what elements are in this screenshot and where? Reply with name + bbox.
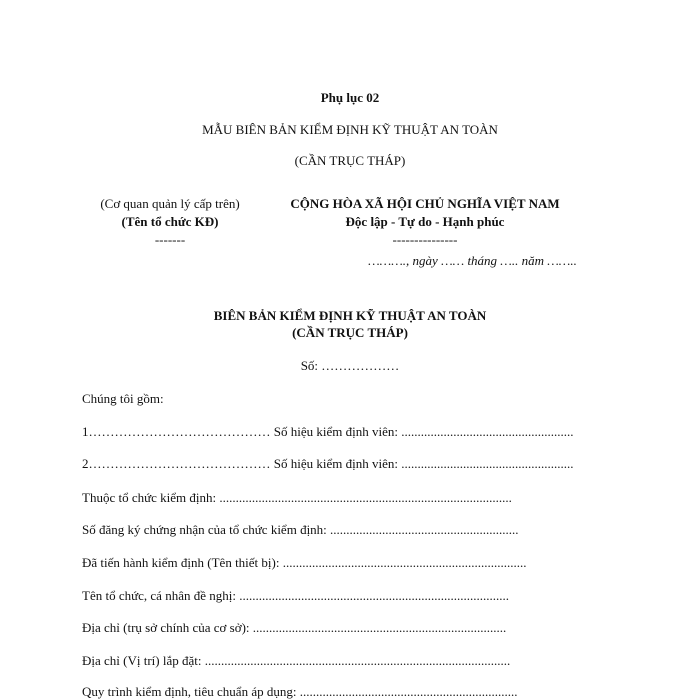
org-name: (Tên tổ chức KĐ) [121, 214, 219, 229]
appendix-label: Phụ lục 02 [320, 90, 380, 105]
form-subtitle: (CẦN TRỤC THÁP) [294, 153, 406, 168]
republic-name: CỘNG HÒA XÃ HỘI CHỦ NGHĨA VIỆT NAM [290, 196, 560, 211]
inspector-2-line: 2…………………………………… Số hiệu kiểm định viên: ..................................................... [82, 456, 574, 471]
document-number: Số: ……………… [300, 358, 400, 373]
inspector-1-line: 1…………………………………… Số hiệu kiểm định viên: ..................................................... [82, 424, 574, 439]
republic-block [270, 195, 580, 249]
requester-line: Tên tổ chức, cá nhân đề nghị: ................................................................................... [82, 588, 509, 603]
republic-separator: --------------- [392, 232, 458, 247]
intro-text: Chúng tôi gồm: [82, 391, 164, 406]
republic-motto: Độc lập - Tự do - Hạnh phúc [345, 214, 505, 229]
head-office-address-line: Địa chỉ (trụ sở chính của cơ sở): .............................................................................. [82, 620, 507, 635]
date-line: ………., ngày …… tháng ….. năm …….. [368, 253, 577, 268]
org-inspection-line: Thuộc tổ chức kiểm định: .......................................................................................... [82, 490, 512, 505]
agency-block [95, 195, 245, 249]
procedure-standard-line: Quy trình kiểm định, tiêu chuẩn áp dụng: ................................................................... [82, 684, 518, 699]
parent-agency: (Cơ quan quản lý cấp trên) [100, 196, 240, 211]
doc-subtitle: (CẦN TRỤC THÁP) [292, 325, 408, 340]
form-title: MẪU BIÊN BẢN KIỂM ĐỊNH KỸ THUẬT AN TOÀN [202, 122, 498, 137]
registration-number-line: Số đăng ký chứng nhận của tổ chức kiểm định: .......................................................... [82, 522, 519, 537]
doc-title: BIÊN BẢN KIỂM ĐỊNH KỸ THUẬT AN TOÀN [213, 308, 487, 323]
equipment-line: Đã tiến hành kiểm định (Tên thiết bị): ........................................................................... [82, 555, 527, 570]
agency-separator: ------- [154, 232, 186, 247]
installation-address-line: Địa chỉ (Vị trí) lắp đặt: .............................................................................................. [82, 653, 511, 668]
